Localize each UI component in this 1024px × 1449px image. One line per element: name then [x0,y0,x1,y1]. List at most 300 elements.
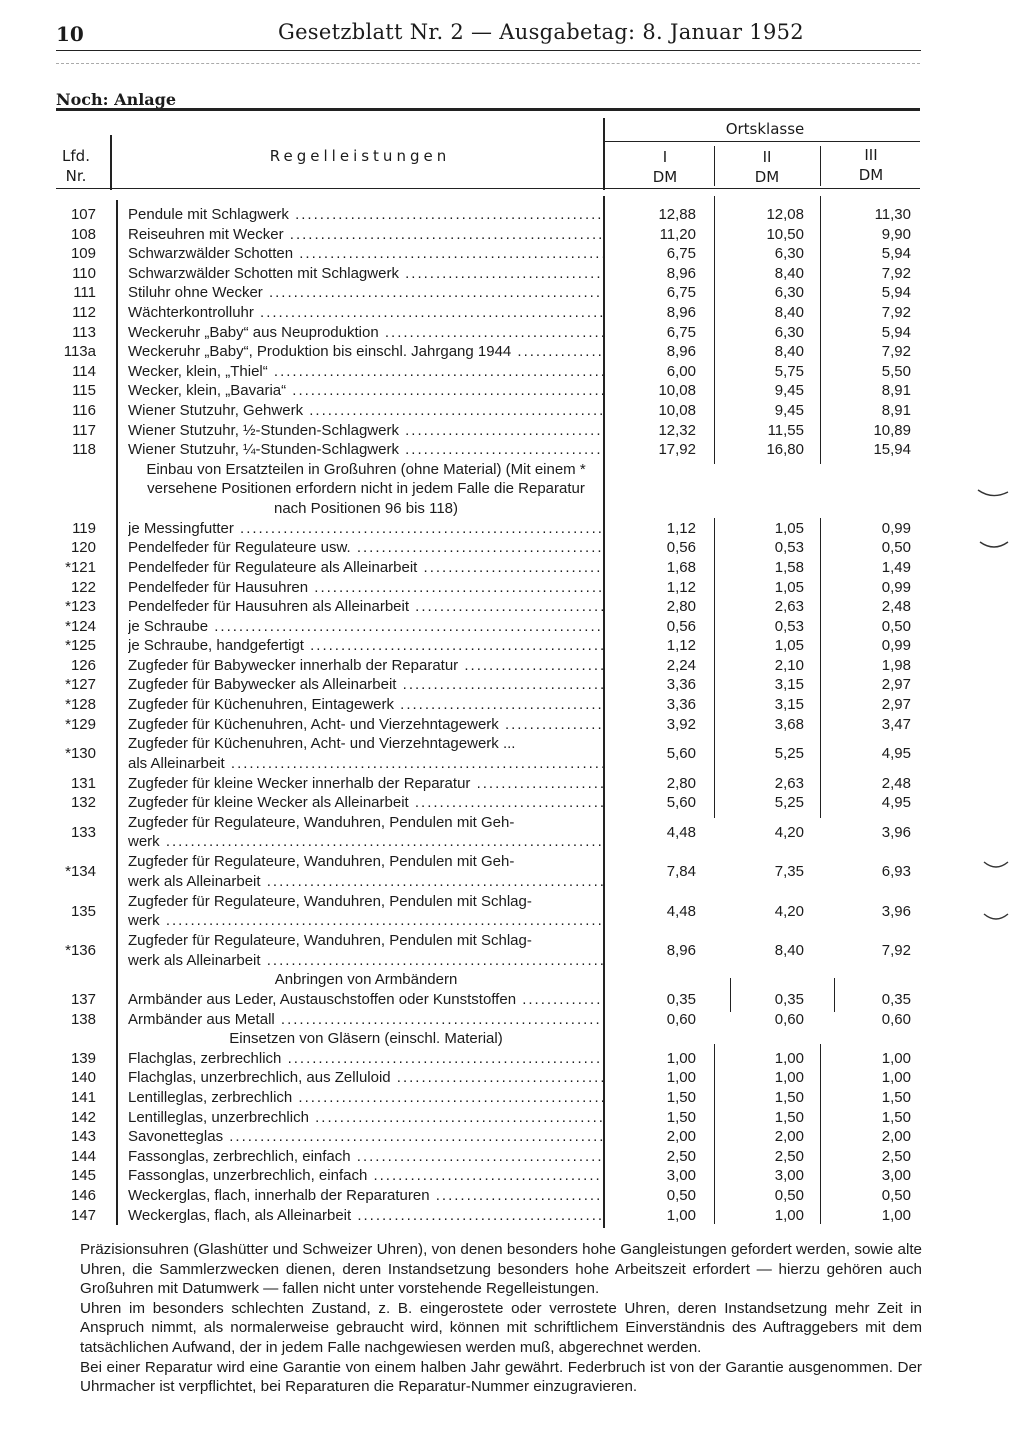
row-description [128,303,603,323]
col-nr-line2: Nr. [65,167,87,185]
price-class-3: 1,00 [881,1069,911,1087]
price-class-2: 2,10 [774,656,804,674]
row-description-text [128,324,603,341]
table-row [56,538,920,558]
table-row [56,931,920,970]
row-description-label: Wächterkontrolluhr [128,303,254,321]
price-class-3: 1,50 [881,1108,911,1126]
row-description-label: Wecker, klein, „Thiel“ [128,362,268,380]
row-number: 147 [70,1206,96,1224]
row-description [128,597,603,617]
table-row [56,225,920,245]
row-description-text [128,1187,603,1204]
row-description [128,264,603,284]
row-description-label: Zugfeder für Babywecker als Alleinarbeit [128,676,397,694]
row-description-text [128,618,603,635]
price-class-3: 11,30 [874,206,911,223]
price-class-2: 16,80 [766,441,804,459]
price-class-1: 3,00 [666,1167,696,1185]
price-class-1: 4,48 [666,902,696,920]
table-row [56,421,920,441]
price-class-1: 1,68 [666,558,696,576]
row-description [128,244,603,264]
running-header [56,20,921,51]
price-class-3: 2,48 [881,774,911,792]
row-number: 126 [70,656,96,674]
row-description-text [128,559,603,576]
price-class-3: 1,50 [881,1088,911,1106]
price-class-2: 8,40 [774,343,804,361]
row-description-text [128,676,603,693]
class-label: III [864,146,878,164]
section-heading: Einsetzen von Gläsern (einschl. Material) [229,1030,503,1048]
row-number: 113a [63,343,96,361]
row-description [128,1010,603,1030]
price-class-2: 1,00 [774,1206,804,1224]
row-number: *134 [65,863,96,881]
row-number: *124 [65,617,96,635]
row-number: 131 [70,774,96,792]
table-row [56,578,920,598]
row-description-label: Weckerglas, flach, innerhalb der Reparaturen [128,1186,430,1204]
price-class-1: 0,35 [666,990,696,1008]
price-class-3: 0,50 [881,1186,911,1204]
price-class-3: 5,94 [881,284,911,302]
group-divider [604,141,920,142]
row-description-label: Weckerglas, flach, als Alleinarbeit [128,1206,352,1224]
price-class-2: 0,35 [774,990,804,1008]
price-class-3: 2,00 [881,1128,911,1146]
table-row [56,695,920,715]
price-class-2: 3,00 [774,1167,804,1185]
row-number: 107 [70,206,96,223]
price-class-3: 0,99 [881,637,911,655]
row-description-text [128,598,603,615]
price-class-1: 1,50 [666,1108,696,1126]
row-description-text [128,1069,603,1086]
row-description-label: je Schraube, handgefertigt [128,637,304,655]
row-description [128,519,603,539]
row-description-line [128,911,603,931]
header-col-rule [110,135,112,190]
row-description-line: Zugfeder für Regulateure, Wanduhren, Pendulen mit Schlag- [128,892,532,910]
row-description-label: Fassonglas, unzerbrechlich, einfach [128,1167,368,1185]
row-description-continuation: als Alleinarbeit [128,754,225,772]
row-description [128,1206,603,1226]
price-class-3: 7,92 [881,264,911,282]
row-number: 112 [72,303,96,321]
price-class-1: 1,50 [666,1088,696,1106]
table-row [56,1049,920,1069]
row-number: 117 [72,421,96,439]
price-class-1: 6,75 [666,323,696,341]
price-class-3: 8,91 [881,401,911,419]
row-description-label: Zugfeder für Küchenuhren, Eintagewerk [128,696,394,714]
row-description [128,421,603,441]
table-row [56,1166,920,1186]
row-number: 143 [70,1128,96,1146]
class-label: I [662,148,668,166]
price-class-3: 5,94 [881,245,911,263]
row-description-continuation: werk [128,833,160,851]
price-class-2: 7,35 [774,863,804,881]
row-description-continuation: werk [128,912,160,930]
row-description [128,931,603,970]
table-row [56,1088,920,1108]
table-row [56,440,920,460]
row-description-label: Lentilleglas, unzerbrechlich [128,1108,309,1126]
row-number: *127 [65,676,96,694]
price-class-3: 15,94 [873,441,911,459]
price-class-1: 6,75 [666,245,696,263]
table-row [56,244,920,264]
row-number: 138 [70,1010,96,1028]
price-class-1: 8,96 [666,343,696,361]
row-description-text [128,284,603,301]
price-class-3: 2,50 [881,1147,911,1165]
table-row [56,381,920,401]
row-description-label: Wiener Stutzuhr, ¼-Stunden-Schlagwerk [128,441,399,459]
row-number: *129 [65,715,96,733]
row-description-text [128,1089,603,1106]
price-class-2: 0,50 [774,1186,804,1204]
row-description [128,675,603,695]
row-description [128,1147,603,1167]
price-class-2: 2,63 [774,774,804,792]
table-row [56,1206,920,1226]
price-class-3: 0,50 [881,539,911,557]
price-class-2: 2,63 [774,598,804,616]
price-class-3: 3,96 [881,823,911,841]
table-row [56,283,920,303]
price-class-1: 2,00 [666,1128,696,1146]
price-class-1: 12,88 [658,206,696,223]
price-class-1: 10,08 [658,401,696,419]
col-class-2 [722,148,812,186]
table-row [56,617,920,637]
table-row [56,1108,920,1128]
price-class-1: 5,60 [666,745,696,763]
price-class-2: 10,50 [766,225,804,243]
group-header: Ortsklasse [725,120,805,138]
row-description-text [128,696,603,713]
row-number: *121 [65,558,96,576]
row-description-line: Zugfeder für Regulateure, Wanduhren, Pendulen mit Geh- [128,853,515,871]
price-class-2: 9,45 [774,382,804,400]
price-class-1: 3,36 [666,676,696,694]
price-class-2: 8,40 [774,264,804,282]
price-class-2: 1,50 [774,1088,804,1106]
row-description [128,793,603,813]
table-row [56,205,920,225]
price-class-1: 12,32 [658,421,696,439]
row-description-text [128,343,603,360]
row-description-label: Fassonglas, zerbrechlich, einfach [128,1147,351,1165]
price-class-1: 2,80 [666,774,696,792]
price-class-3: 7,92 [881,343,911,361]
row-description-line [128,754,603,774]
row-number: 113 [72,323,96,341]
row-description-text [128,1167,603,1184]
row-description-line [128,872,603,892]
row-description-text [128,657,603,674]
row-description [128,1108,603,1128]
price-class-2: 0,53 [774,539,804,557]
row-number: 109 [70,245,96,263]
row-description-continuation: werk als Alleinarbeit [128,872,261,890]
table-row [56,1147,920,1167]
price-class-1: 1,12 [666,578,696,596]
price-class-1: 1,12 [666,519,696,537]
row-description [128,578,603,598]
row-description [128,205,603,225]
header-col-rule [603,118,605,190]
row-description [128,636,603,656]
row-description-line [128,832,603,852]
row-number: 111 [73,284,96,302]
row-description [128,1127,603,1147]
price-class-3: 4,95 [881,794,911,812]
price-class-2: 1,58 [774,558,804,576]
price-class-1: 0,56 [666,617,696,635]
row-description-text [128,363,603,380]
row-number: 142 [70,1108,96,1126]
price-class-2: 4,20 [774,902,804,920]
row-description-label: Pendelfeder für Regulateure usw. [128,539,351,557]
table-row [56,597,920,617]
row-description-label: Savonetteglas [128,1128,224,1146]
row-number: 135 [70,902,96,920]
price-class-1: 1,12 [666,637,696,655]
table-header-rule [56,188,920,189]
price-class-1: 6,75 [666,284,696,302]
section-heading-row [56,970,920,990]
price-class-1: 0,50 [666,1186,696,1204]
row-description [128,283,603,303]
price-class-2: 6,30 [774,284,804,302]
table-row [56,793,920,813]
price-class-1: 2,80 [666,598,696,616]
row-description [128,401,603,421]
price-class-1: 5,60 [666,794,696,812]
row-description-label: Flachglas, zerbrechlich [128,1049,282,1067]
price-class-2: 9,45 [774,401,804,419]
price-class-1: 10,08 [658,382,696,400]
row-description [128,715,603,735]
row-description-text [128,206,603,223]
page-number: 10 [56,22,84,46]
row-description [128,617,603,637]
price-class-3: 5,94 [881,323,911,341]
row-description-label: Zugfeder für Küchenuhren, Acht- und Vierzehntagewerk [128,715,499,733]
row-description [128,1049,603,1069]
row-description [128,734,603,773]
price-class-2: 6,30 [774,323,804,341]
table-row [56,362,920,382]
price-class-3: 2,48 [881,598,911,616]
row-description-text [128,1050,603,1067]
section-heading: Anbringen von Armbändern [274,971,458,989]
row-number: *130 [65,745,96,763]
row-description [128,695,603,715]
row-description [128,774,603,794]
price-class-3: 1,00 [881,1049,911,1067]
price-class-3: 4,95 [881,745,911,763]
price-class-1: 17,92 [658,441,696,459]
row-description [128,656,603,676]
table-row [56,558,920,578]
table-row [56,323,920,343]
table-top-rule [56,108,920,111]
header-col-rule [714,146,715,186]
price-class-1: 8,96 [666,942,696,959]
price-class-3: 2,97 [881,676,911,694]
row-description-text [128,1109,603,1126]
table-row [56,990,920,1010]
price-class-3: 3,00 [881,1167,911,1185]
class-label: II [762,148,772,166]
table-row [56,342,920,362]
row-description [128,990,603,1010]
price-class-3: 0,99 [881,578,911,596]
row-description [128,1186,603,1206]
row-description-label: Pendelfeder für Regulateure als Alleinarbeit [128,558,418,576]
col-class-3 [826,146,916,184]
table-row [56,401,920,421]
row-number: 116 [72,401,96,419]
row-number: 144 [70,1147,96,1165]
row-description-label: je Messingfutter [128,519,234,537]
row-number: 141 [70,1088,96,1106]
unit-label: DM [652,168,678,186]
row-description-label: Flachglas, unzerbrechlich, aus Zelluloid [128,1069,391,1087]
row-description [128,892,603,931]
price-class-1: 0,60 [666,1010,696,1028]
price-class-2: 6,30 [774,245,804,263]
row-description-line: Zugfeder für Regulateure, Wanduhren, Pendulen mit Geh- [128,813,515,831]
price-class-2: 3,68 [774,715,804,733]
section-heading-row [56,460,920,519]
price-class-1: 6,00 [666,362,696,380]
price-class-2: 11,55 [767,421,804,439]
row-number: 118 [72,441,96,459]
price-class-1: 3,36 [666,696,696,714]
row-number: *128 [65,696,96,714]
price-class-1: 7,84 [666,863,696,881]
row-description [128,225,603,245]
price-class-3: 1,98 [881,656,911,674]
notes [80,1240,922,1397]
table-row [56,1127,920,1147]
table-row [56,734,920,773]
price-class-3: 7,92 [881,942,911,959]
row-description-text [128,441,603,458]
price-class-1: 8,96 [666,303,696,321]
header-col-rule [820,146,821,186]
table-row [56,892,920,931]
price-class-1: 2,50 [666,1147,696,1165]
price-class-2: 2,00 [774,1128,804,1146]
price-table [56,205,920,1225]
price-class-3: 0,50 [881,617,911,635]
price-class-3: 0,99 [881,519,911,537]
row-number: 120 [70,539,96,557]
row-description-text [128,1207,603,1224]
table-row [56,264,920,284]
price-class-3: 8,91 [881,382,911,400]
row-number: 115 [72,382,96,400]
price-class-3: 2,97 [881,696,911,714]
table-row [56,656,920,676]
row-number: 114 [72,362,96,380]
note-paragraph: Uhren im besonders schlechten Zustand, z. B. eingerostete oder verrostete Uhren, deren Instandsetzung mehr Zeit in Anspruch nimmt, als normalerweise gebraucht wird, können mit schriftlichem Einverständnis des Auftraggebers mit dem tatsächlichen Aufwand, der in jedem Falle nachgewiesen werden muß, abgerechnet werden. [80,1299,922,1356]
row-description [128,323,603,343]
row-description-label: Zugfeder für kleine Wecker innerhalb der Reparatur [128,774,471,792]
row-description-label: Stiluhr ohne Wecker [128,284,263,302]
row-description [128,440,603,460]
row-number: 137 [70,990,96,1008]
price-class-2: 0,53 [774,617,804,635]
table-row [56,1186,920,1206]
row-description [128,558,603,578]
row-description [128,852,603,891]
row-description-text [128,579,603,596]
table-row [56,813,920,852]
row-description [128,813,603,852]
row-description-text [128,382,603,399]
price-class-2: 2,50 [774,1147,804,1165]
price-class-2: 1,50 [774,1108,804,1126]
col-desc-header: Regelleistungen [269,147,451,165]
row-description-text [128,1011,603,1028]
section-heading-row [56,1029,920,1049]
table-row [56,774,920,794]
price-class-2: 8,40 [774,942,804,959]
table-row [56,519,920,539]
price-class-1: 8,96 [666,264,696,282]
row-number: 108 [70,225,96,243]
row-description-label: je Schraube [128,617,209,635]
row-description-label: Armbänder aus Leder, Austauschstoffen oder Kunststoffen [128,990,517,1008]
row-description-label: Schwarzwälder Schotten [128,245,294,263]
row-description-text [128,716,603,733]
row-description-label: Wiener Stutzuhr, ½-Stunden-Schlagwerk [128,421,399,439]
price-class-1: 1,00 [666,1069,696,1087]
price-class-3: 1,49 [881,558,911,576]
col-nr-header [56,147,96,185]
price-class-1: 1,00 [666,1049,696,1067]
price-class-3: 6,93 [881,863,911,881]
row-description [128,1068,603,1088]
price-class-1: 3,92 [666,715,696,733]
price-class-1: 4,48 [666,823,696,841]
row-description-text [128,1148,603,1165]
row-description-label: Pendelfeder für Hausuhren als Alleinarbeit [128,598,410,616]
price-class-2: 1,05 [774,519,804,537]
row-description-text [128,991,603,1008]
price-class-1: 1,00 [666,1206,696,1224]
row-description-line: Zugfeder für Regulateure, Wanduhren, Pendulen mit Schlag- [128,932,532,949]
row-description-text [128,520,603,537]
row-number: 146 [70,1186,96,1204]
row-description [128,1088,603,1108]
price-class-2: 4,20 [774,823,804,841]
row-number: 122 [70,578,96,596]
row-description [128,381,603,401]
row-description-label: Reiseuhren mit Wecker [128,225,284,243]
note-paragraph: Präzisionsuhren (Glashütter und Schweizer Uhren), von denen besonders hohe Gangleistungen gefordert werden, sowie alte Uhren, die Sammlerzwecken dienen, deren Instandsetzung besonders hohe Arbeitszeit erfordert — hierzu gehören auch Großuhren mit Datumwerk — fallen nicht unter vorstehende Regelleistungen. [80,1241,922,1298]
price-class-3: 9,90 [881,225,911,243]
